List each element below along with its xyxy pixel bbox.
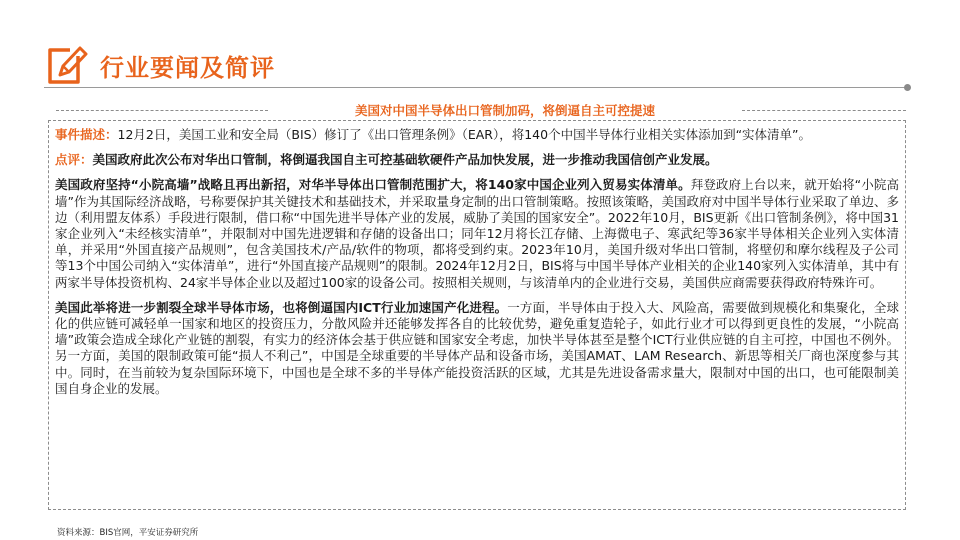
subtitle-right-rule <box>742 110 906 111</box>
subtitle-left-rule <box>56 110 268 111</box>
event-label: 事件描述： <box>55 127 118 142</box>
analysis-paragraph-1 <box>55 177 899 290</box>
comment-paragraph <box>55 152 899 168</box>
analysis-1-body: 拜登政府上台以来，就开始将“小院高墙”作为其国际经济战略，号称要保护其关键技术和基础技术，并采取量身定制的出口管制策略。按照该策略，美国政府对中国半导体行业采取了单边、多边（利用盟友体系）手段进行限制，借口称“中国先进半导体产业的发展，威胁了美国的国家安全”。2022年10月，BIS更新《出口管制条例》，将中国31家企业列入“未经核实清单”，并限制对中国先进逻辑和存储的设备出口；同年12月将长江存储、上海微电子、寒武纪等36家半导体相关企业列入实体清单，并采用“外国直接产品规则”，包含美国技术/产品/软件的物项，都将受到约束。2023年10月，美国升级对华出口管制，将壁仞和摩尔线程及子公司等13个中国公司纳入“实体清单”，进行“外国直接产品规则”的限制。2024年12月2日，BIS将与中国半导体产业相关的企业140家列入实体清单，其中有两家半导体投资机构、24家半导体企业以及超过100家的设备公司。按照相关规则，与该清单内的企业进行交易，美国供应商需要获得政府特殊许可。 <box>55 177 899 290</box>
event-text: 12月2日，美国工业和安全局（BIS）修订了《出口管理条例》（EAR），将140个中国半导体行业相关实体添加到“实体清单”。 <box>117 127 812 142</box>
content-box <box>48 120 906 510</box>
event-paragraph <box>55 127 899 143</box>
source-note: 资料来源：BIS官网，平安证券研究所 <box>57 528 199 538</box>
comment-text: 美国政府此次公布对华出口管制，将倒逼我国自主可控基础软硬件产品加快发展，进一步推动我国信创产业发展。 <box>92 152 718 168</box>
header-divider <box>44 87 910 88</box>
comment-label: 点评： <box>55 152 93 168</box>
analysis-2-lead: 美国此举将进一步割裂全球半导体市场，也将倒逼国内ICT行业加速国产化进程。 <box>55 299 508 315</box>
section-subtitle: 美国对中国半导体出口管制加码，将倒逼自主可控提速 <box>354 103 655 118</box>
section-subtitle-row <box>56 100 906 120</box>
page-title: 行业要闻及简评 <box>100 53 275 82</box>
analysis-paragraph-2 <box>55 300 899 397</box>
analysis-1-lead: 美国政府坚持“小院高墙”战略且再出新招，对华半导体出口管制范围扩大，将140家中国企业列入贸易实体清单。 <box>55 177 691 193</box>
header-divider-dot <box>904 84 911 91</box>
analysis-2-body: 一方面，半导体由于投入大、风险高，需要做到规模化和集聚化，全球化的供应链可减轻单一国家和地区的投资压力，分散风险并还能够发挥各自的比较优势，避免重复造轮子，如此行业才可以得到更良性的发展，“小院高墙”政策会造成全球化产业链的割裂，有实力的经济体会基于供应链和国家安全考虑，加快半导体甚至是整个ICT行业供应链的自主可控，中国也不例外。另一方面，美国的限制政策可能“损人不利己”，中国是全球重要的半导体产品和设备市场，美国AMAT、LAM Research、新思等相关厂商也深度参与其中。同时，在当前较为复杂国际环境下，中国也是全球不多的半导体产能投资活跃的区域，尤其是先进设备需求量大，限制对中国的出口，也可能限制美国自身企业的发展。 <box>55 299 899 396</box>
pen-edit-icon <box>44 42 88 86</box>
